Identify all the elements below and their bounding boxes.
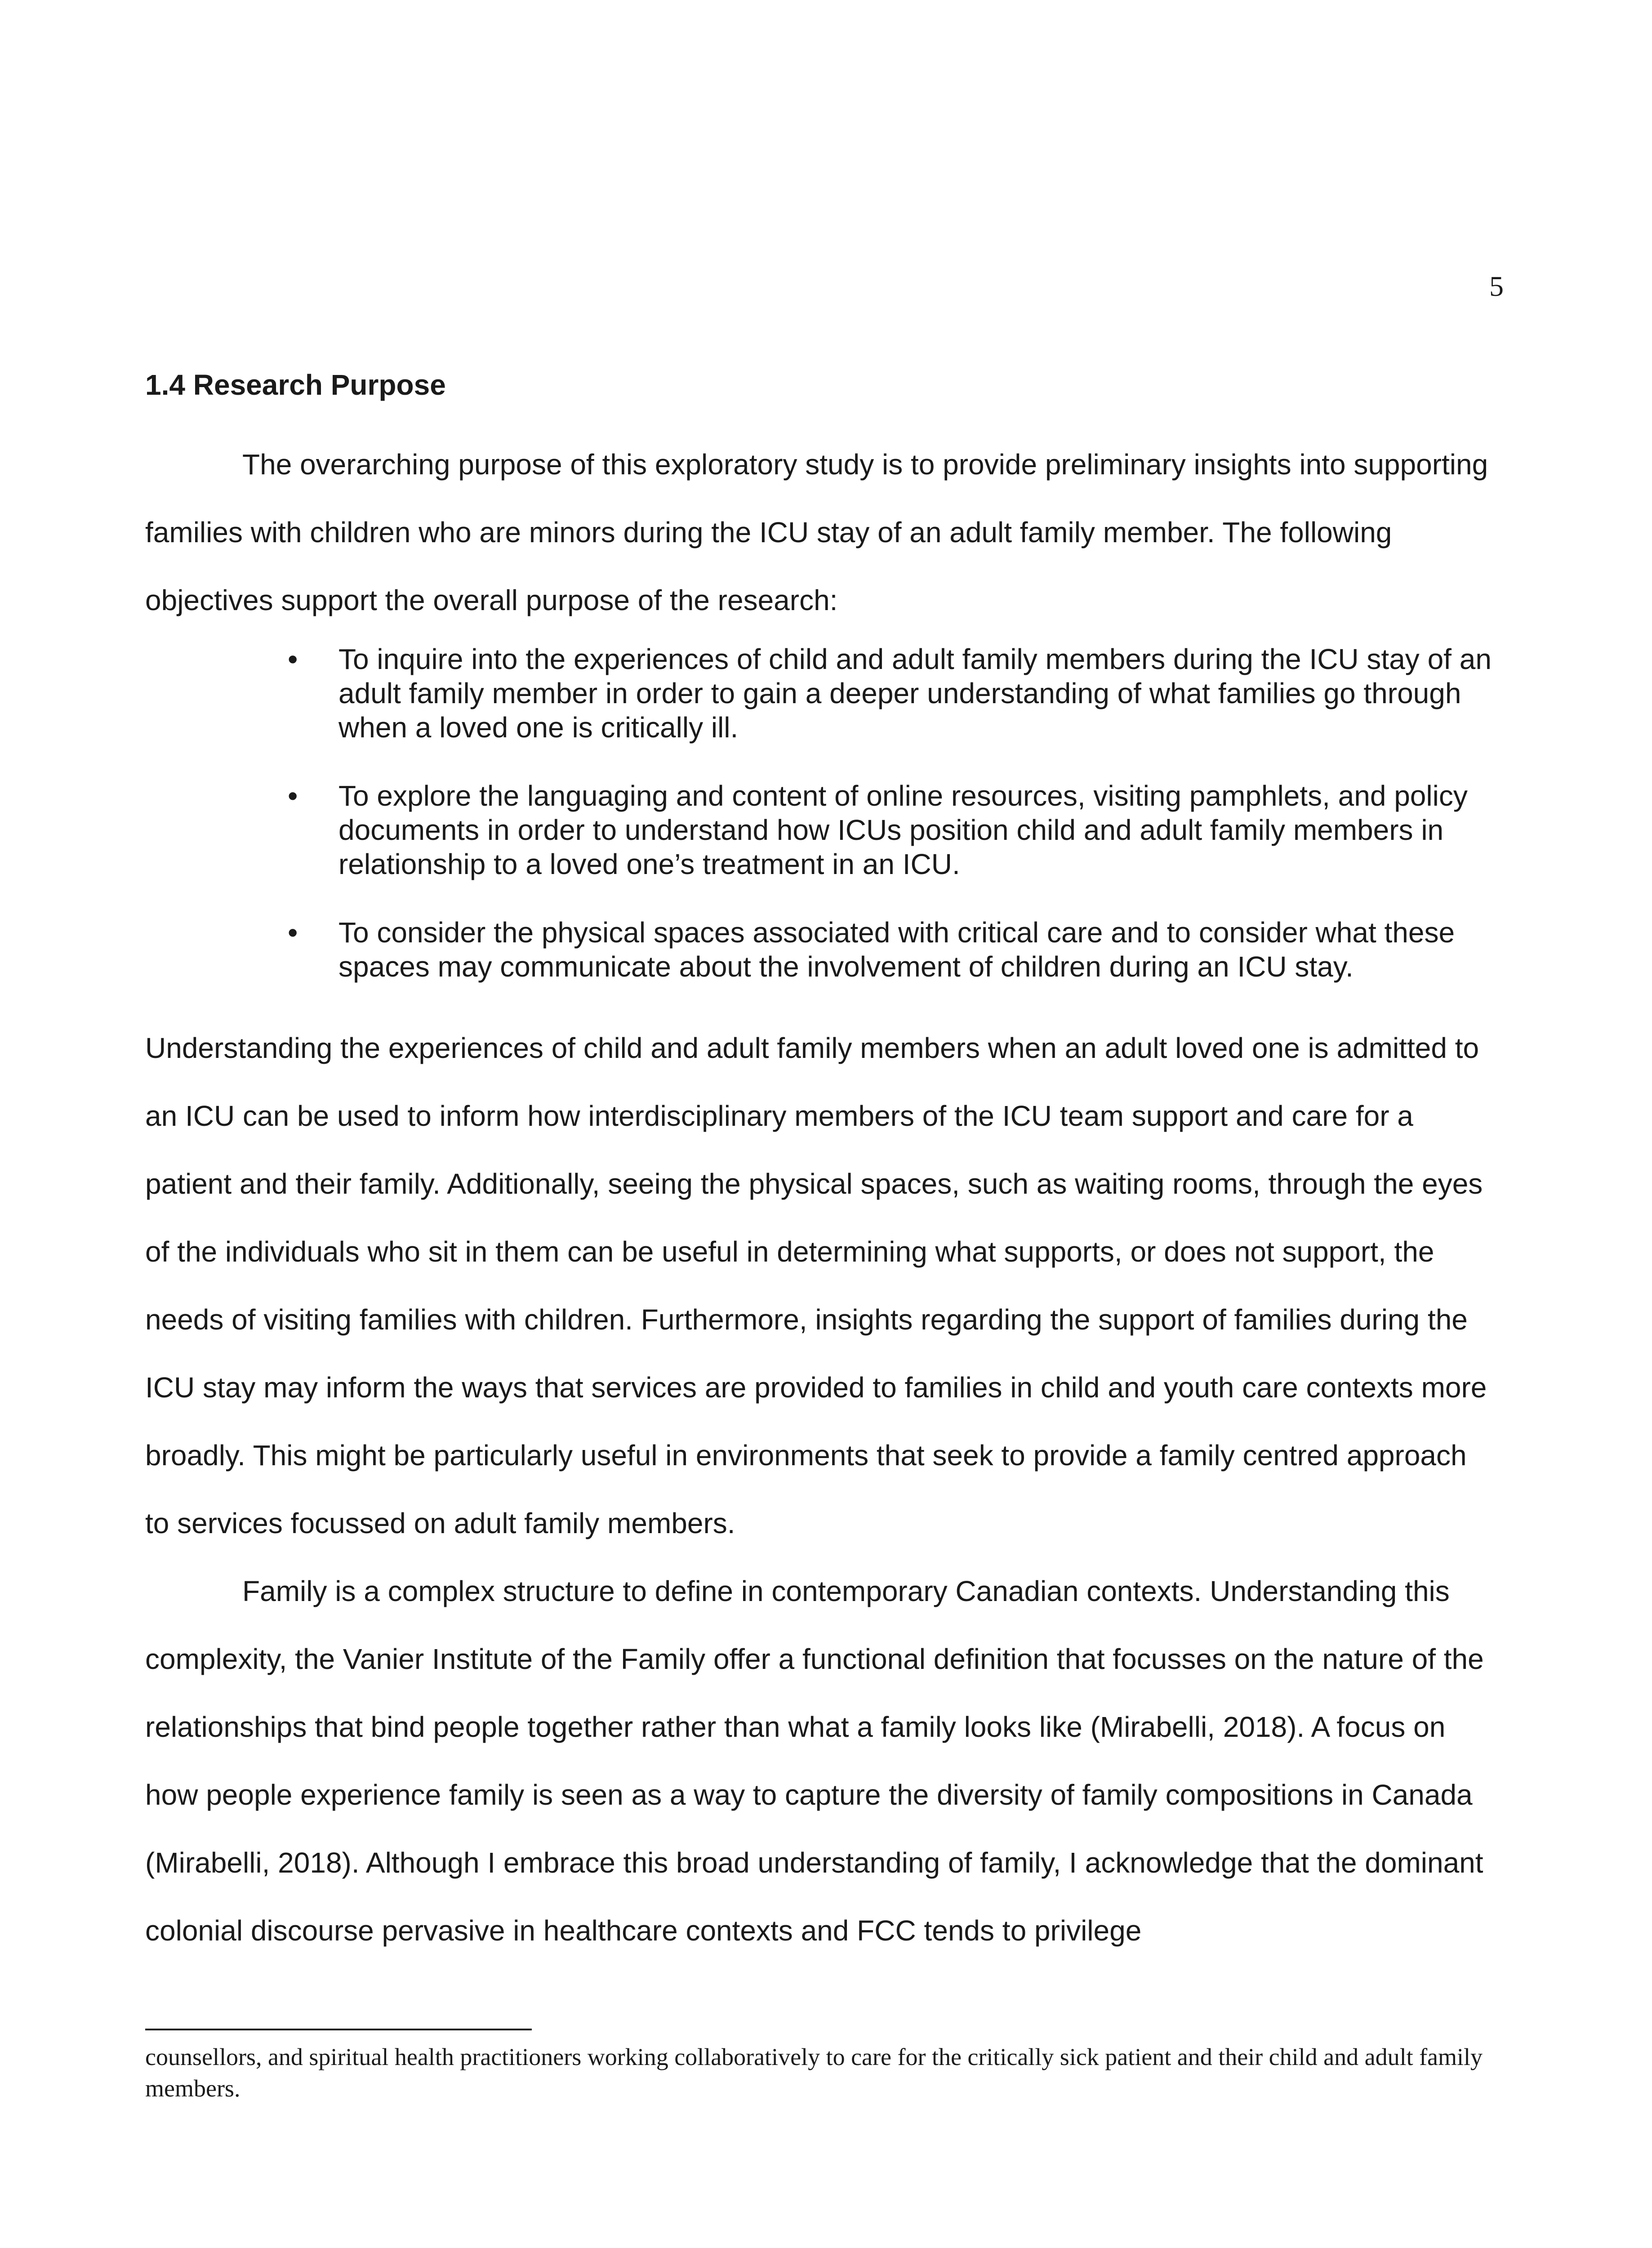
bullet-icon: •	[288, 780, 298, 812]
understanding-paragraph: Understanding the experiences of child and adult family members when an adult loved one is admitted to an ICU can be used to inform how interdisciplinary members of the ICU team support and care for a patient and their family. Additionally, seeing the physical spaces, such as waiting rooms, through the eyes of the individuals who sit in them can be useful in determining what supports, or does not support, the needs of visiting families with children. Furthermore, insights regarding the support of families during the ICU stay may inform the ways that services are provided to families in child and youth care contexts more broadly. This might be particularly useful in environments that seek to provide a family centred approach to services focussed on adult family members.	[145, 1032, 1487, 1539]
footnote-text: counsellors, and spiritual health practitioners working collaboratively to care for the critically sick patient and their child and adult family members.	[145, 2043, 1483, 2102]
bullet-icon: •	[288, 643, 298, 675]
objective-item	[288, 915, 1510, 984]
objective-text: To inquire into the experiences of child and adult family members during the ICU stay of an adult family member in order to gain a deeper understanding of what families go through when a loved one is critically ill.	[338, 643, 1492, 744]
footnote-separator	[145, 2029, 532, 2030]
family-definition-paragraph: Family is a complex structure to define in contemporary Canadian contexts. Understanding this complexity, the Vanier Institute of the Family offer a functional definition that focusses on the nature of the relationships that bind people together rather than what a family looks like (Mirabelli, 2018). A focus on how people experience family is seen as a way to capture the diversity of family compositions in Canada (Mirabelli, 2018). Although I embrace this broad understanding of family, I acknowledge that the dominant colonial discourse pervasive in healthcare contexts and FCC tends to privilege	[145, 1575, 1484, 1947]
objective-text: To consider the physical spaces associated with critical care and to consider what these spaces may communicate about the involvement of children during an ICU stay.	[338, 916, 1455, 983]
purpose-paragraph: The overarching purpose of this exploratory study is to provide preliminary insights into supporting families with children who are minors during the ICU stay of an adult family member. The following objectives support the overall purpose of the research:	[145, 448, 1488, 616]
objectives-list	[288, 642, 1510, 1018]
bullet-icon: •	[288, 916, 298, 949]
objective-item	[288, 779, 1510, 881]
objective-text: To explore the languaging and content of online resources, visiting pamphlets, and policy documents in order to understand how ICUs position child and adult family members in relationship to a loved one’s treatment in an ICU.	[338, 780, 1468, 880]
objective-item	[288, 642, 1510, 745]
section-heading: 1.4 Research Purpose	[145, 369, 446, 401]
page-number: 5	[1489, 270, 1504, 302]
